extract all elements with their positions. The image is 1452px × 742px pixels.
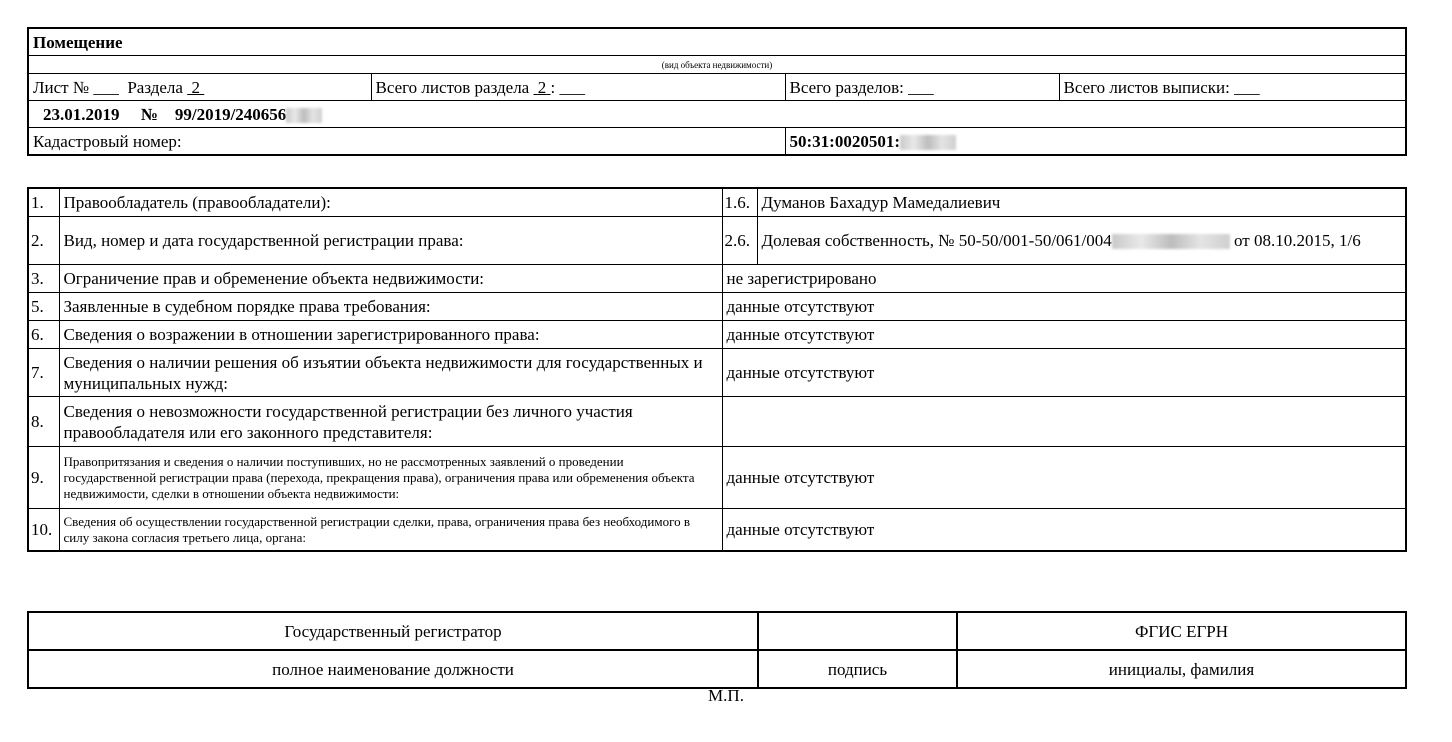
total-sheets-extract-cell (1059, 74, 1406, 101)
row-label: Ограничение прав и обременение объекта недвижимости: (59, 265, 722, 293)
object-title: Помещение (28, 28, 1406, 56)
row-value: данные отсутствуют (722, 509, 1406, 552)
signature-field (758, 612, 957, 650)
row-value: Думанов Бахадур Мамедалиевич (757, 188, 1406, 217)
registrar-position: Государственный регистратор (28, 612, 758, 650)
row-value: данные отсутствуют (722, 321, 1406, 349)
table-row (28, 217, 1406, 265)
registration-date-share: от 08.10.2015, 1/6 (1229, 230, 1361, 250)
row-label: Правообладатель (правообладатели): (59, 188, 722, 217)
total-sheets-section-cell (371, 74, 785, 101)
row-number: 3. (28, 265, 59, 293)
redacted-block (900, 135, 956, 150)
total-sections-value: ___ (908, 77, 934, 97)
row-label: Вид, номер и дата государственной регистрации права: (59, 217, 722, 265)
total-sections-cell (785, 74, 1059, 101)
row-label: Сведения о возражении в отношении зарегистрированного права: (59, 321, 722, 349)
row-number: 5. (28, 293, 59, 321)
total-sheets-extract-value: ___ (1234, 77, 1260, 97)
cadastral-label: Кадастровый номер: (28, 128, 785, 156)
registration-number: Долевая собственность, № 50-50/001-50/061/004 (761, 230, 1112, 250)
header-table (27, 27, 1407, 156)
table-row (28, 293, 1406, 321)
redacted-block (1112, 234, 1230, 249)
section-number: 2 (191, 77, 200, 97)
table-row (28, 349, 1406, 397)
cadastral-value-cell (785, 128, 1406, 156)
table-row (28, 397, 1406, 447)
row-number: 9. (28, 447, 59, 509)
row-number: 2. (28, 217, 59, 265)
sheet-number: ___ (93, 77, 119, 97)
total-sheets-extract-label: Всего листов выписки: (1063, 77, 1230, 97)
redacted-block (286, 108, 322, 123)
cadastral-value: 50:31:0020501: (789, 131, 900, 151)
row-number: 10. (28, 509, 59, 552)
row-number: 6. (28, 321, 59, 349)
sheet-cell (28, 74, 371, 101)
extract-date: 23.01.2019 (43, 104, 120, 124)
row-label: Заявленные в судебном порядке права требования: (59, 293, 722, 321)
position-caption: полное наименование должности (28, 650, 758, 688)
rights-table (27, 187, 1407, 552)
row-subnumber: 1.6. (722, 188, 757, 217)
row-number: 7. (28, 349, 59, 397)
row-label: Сведения об осуществлении государственной регистрации сделки, права, ограничения права без необходимого в силу закона согласия третьего лица, органа: (59, 509, 722, 552)
total-sections-label: Всего разделов: (789, 77, 904, 97)
row-number: 1. (28, 188, 59, 217)
total-sheets-section-suffix: : ___ (550, 77, 585, 97)
table-row (28, 265, 1406, 293)
signature-caption: подпись (758, 650, 957, 688)
row-number: 8. (28, 397, 59, 447)
registrar-name: ФГИС ЕГРН (957, 612, 1406, 650)
row-value: не зарегистрировано (722, 265, 1406, 293)
number-sign: № (140, 104, 158, 124)
extract-number: 99/2019/240656 (174, 104, 287, 124)
row-value (722, 397, 1406, 447)
total-sheets-section-value: 2 (537, 77, 547, 97)
section-label: Раздела (127, 77, 183, 97)
row-value: данные отсутствуют (722, 349, 1406, 397)
table-row (28, 447, 1406, 509)
table-row (28, 509, 1406, 552)
name-caption: инициалы, фамилия (957, 650, 1406, 688)
row-label: Сведения о наличии решения об изъятии объекта недвижимости для государственных и муниципальных нужд: (59, 349, 722, 397)
sheet-label: Лист № (33, 77, 90, 97)
row-subnumber: 2.6. (722, 217, 757, 265)
total-sheets-section-label: Всего листов раздела (375, 77, 530, 97)
stamp-place: М.П. (708, 686, 744, 705)
row-value (757, 217, 1406, 265)
row-label: Правопритязания и сведения о наличии поступивших, но не рассмотренных заявлений о проведении государственной регистрации права (перехода, прекращения права), ограничения права или обременения объекта недвижимости, сделки в отношении объекта недвижимости: (59, 447, 722, 509)
object-type-hint: (вид объекта недвижимости) (28, 56, 1406, 74)
date-number-cell (28, 101, 1406, 128)
signature-table (27, 611, 1407, 689)
table-row (28, 188, 1406, 217)
table-row (28, 321, 1406, 349)
row-label: Сведения о невозможности государственной регистрации без личного участия правообладателя или его законного представителя: (59, 397, 722, 447)
row-value: данные отсутствуют (722, 447, 1406, 509)
row-value: данные отсутствуют (722, 293, 1406, 321)
